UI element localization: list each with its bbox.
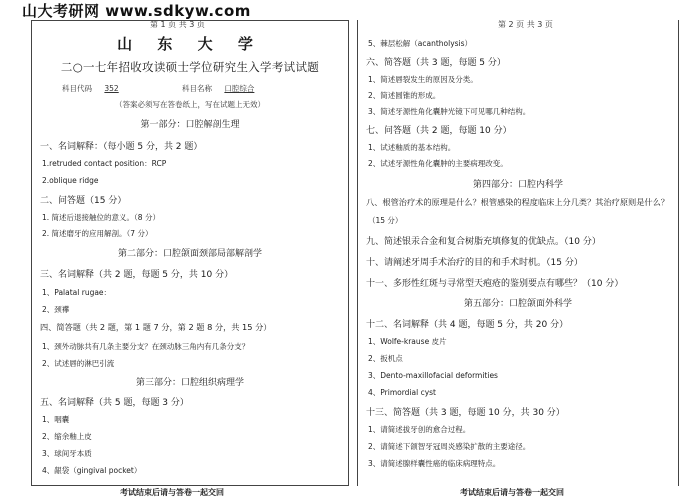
question-6-title: 六、简答题（共 3 题，每题 5 分）	[366, 58, 506, 68]
question-13-item: 1、请简述拔牙创的愈合过程。	[368, 425, 471, 434]
question-7-item: 2、试述牙源性角化囊肿的主要病理改变。	[368, 159, 508, 168]
question-5-item: 4、龈袋（gingival pocket）	[42, 466, 142, 475]
subject-name-label: 科目名称	[182, 84, 212, 93]
question-9-title: 九、简述银汞合金和复合树脂充填修复的优缺点。（10 分）	[366, 237, 601, 247]
answer-note: （答案必须写在答卷纸上，写在试题上无效）	[115, 100, 265, 109]
question-13-item: 2、请简述下颌智牙冠周炎感染扩散的主要途径。	[368, 442, 531, 451]
question-6-item: 3、简述牙源性角化囊肿光镜下可见哪几种结构。	[368, 107, 531, 116]
question-10-title: 十、请阐述牙周手术治疗的目的和手术时机。（15 分）	[366, 258, 583, 268]
question-5-title: 五、名词解释（共 5 题，每题 3 分）	[40, 398, 189, 408]
question-5-item: 2、缩余釉上皮	[42, 432, 92, 441]
site-watermark: 山大考研网 www.sdkyw.com	[22, 2, 251, 20]
question-7-item: 1、试述釉质的基本结构。	[368, 143, 456, 152]
part-4-title: 第四部分：口腔内科学	[472, 180, 563, 190]
question-6-item: 2、简述圆锥的形成。	[368, 91, 441, 100]
part-5-title: 第五部分：口腔颌面外科学	[463, 299, 572, 309]
part-1-title: 第一部分：口腔解剖生理	[140, 120, 240, 130]
subject-name-value: 口腔综合	[224, 84, 255, 93]
question-12-item: 3、Dento-maxillofacial deformities	[368, 371, 498, 380]
page-number-left: 第 1 页 共 3 页	[150, 20, 205, 29]
subject-code-label: 科目代码	[62, 84, 92, 93]
university-title: 山 东 大 学	[117, 35, 263, 53]
part-2-title: 第二部分：口腔颌面颈部局部解剖学	[117, 249, 262, 259]
question-3-title: 三、名词解释（共 2 题，每题 5 分，共 10 分）	[40, 270, 234, 280]
question-4-item: 1、颈外动脉共有几条主要分支？在颈动脉三角内有几条分支？	[42, 342, 250, 351]
question-1-item: 2.oblique ridge	[42, 176, 99, 185]
subject-code-value: 352	[104, 84, 119, 93]
question-2-item: 2. 简述磨牙的应用解剖。（7 分）	[42, 229, 153, 238]
exam-page-1	[31, 20, 349, 486]
question-4-item: 2、试述唇的淋巴引流	[42, 359, 115, 368]
question-7-title: 七、问答题（共 2 题，每题 10 分）	[366, 126, 512, 136]
question-5-item: 3、球间牙本质	[42, 449, 92, 458]
question-12-item: 2、扳机点	[368, 354, 403, 363]
question-1-item: 1.retruded contact position：RCP	[42, 159, 167, 168]
question-12-item: 1、Wolfe-krause 皮片	[368, 337, 447, 346]
question-4-title: 四、简答题（共 2 题，第 1 题 7 分，第 2 题 8 分，共 15 分）	[40, 322, 272, 332]
question-5-item: 1、咽囊	[42, 415, 70, 424]
footer-note-left: 考试结束后请与答卷一起交回	[120, 488, 224, 497]
question-8-title: 八、根管治疗术的原理是什么？根管感染的程度临床上分几类？其治疗原则是什么？	[366, 197, 669, 207]
exam-title: 二○一七年招收攻读硕士学位研究生入学考试试题	[60, 60, 320, 74]
question-3-item: 2、颈襻	[42, 305, 70, 314]
question-13-title: 十三、简答题（共 3 题，每题 10 分，共 30 分）	[366, 408, 565, 418]
question-8-score: （15 分）	[368, 216, 403, 225]
question-11-title: 十一、多形性红斑与寻常型天疱疮的鉴别要点有哪些？（10 分）	[366, 279, 624, 289]
part-3-title: 第三部分：口腔组织病理学	[135, 378, 244, 388]
question-3-item: 1、Palatal rugae：	[42, 288, 112, 297]
question-2-title: 二、问答题（15 分）	[40, 196, 127, 206]
question-6-item: 1、简述唇裂发生的原因及分类。	[368, 75, 478, 84]
subject-code	[62, 83, 129, 94]
question-5-item: 5、棘层松解（acantholysis）	[368, 39, 473, 48]
question-13-item: 3、请简述腺样囊性癌的临床病理特点。	[368, 459, 501, 468]
subject-name	[182, 83, 264, 94]
question-1-title: 一、名词解释：（每小题 5 分，共 2 题）	[40, 142, 203, 152]
question-12-title: 十二、名词解释（共 4 题，每题 5 分，共 20 分）	[366, 320, 569, 330]
footer-note-right: 考试结束后请与答卷一起交回	[460, 488, 564, 497]
exam-page-2	[357, 20, 679, 486]
question-2-item: 1. 简述后退接触位的意义。（8 分）	[42, 213, 160, 222]
page-number-right: 第 2 页 共 3 页	[498, 20, 553, 29]
question-12-item: 4、Primordial cyst	[368, 388, 436, 397]
